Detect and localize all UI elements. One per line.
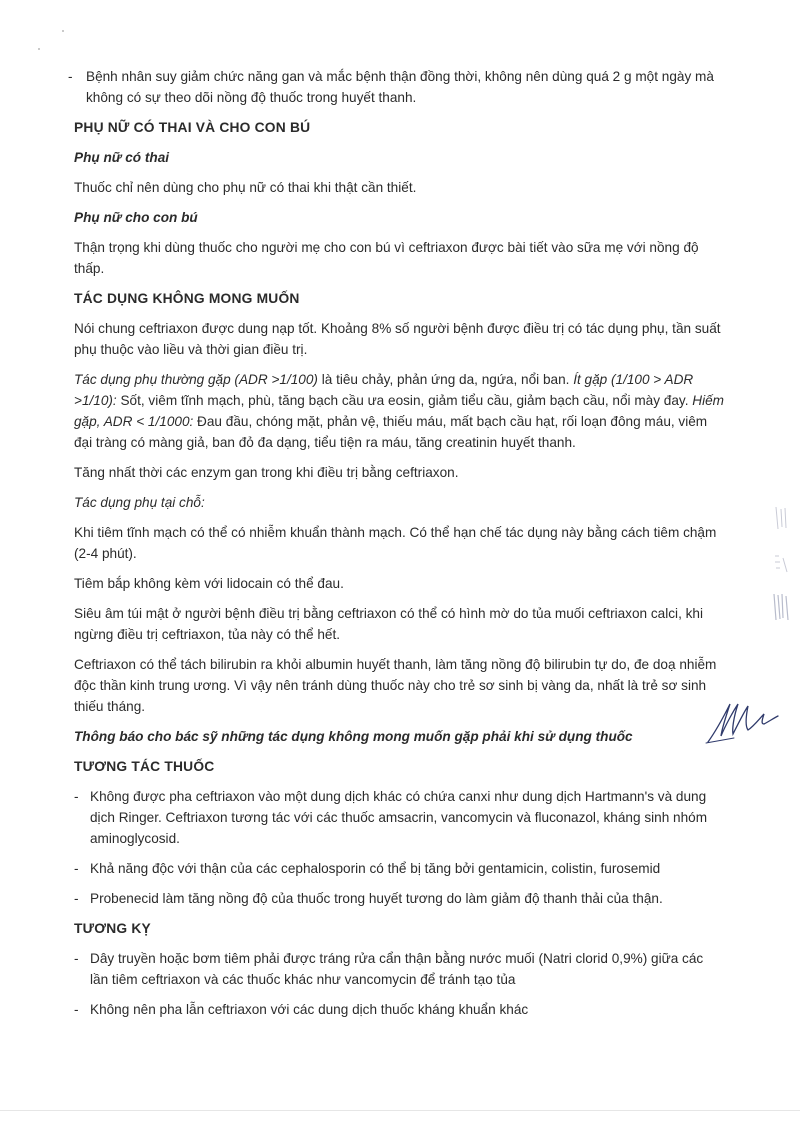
paragraph: Siêu âm túi mật ở người bệnh điều trị bằng ceftriaxon có thể có hình mờ do tủa muối ceftriaxon calci, khi ngừng điều trị ceftriaxon, tủa này có thể hết. (74, 606, 704, 642)
paragraph: Thuốc chỉ nên dùng cho phụ nữ có thai khi thật cần thiết. (74, 180, 417, 195)
subheading-local-effects: Tác dụng phụ tại chỗ: (74, 495, 205, 510)
list-item (74, 888, 724, 909)
list-item-text: Dây truyền hoặc bơm tiêm phải được tráng rửa cẩn thận bằng nước muối (Natri clorid 0,9%) giữa các lần tiêm ceftriaxon và các thuốc khác như vancomycin để tránh tạo tủa (90, 951, 704, 987)
list-item (74, 948, 724, 990)
bullet-dash: - (74, 861, 79, 876)
scan-speck (62, 30, 64, 32)
doctor-notice: Thông báo cho bác sỹ những tác dụng không mong muốn gặp phải khi sử dụng thuốc (74, 729, 633, 744)
paragraph: Thận trọng khi dùng thuốc cho người mẹ cho con bú vì ceftriaxon được bài tiết vào sữa mẹ với nồng độ thấp. (74, 240, 699, 276)
uncommon-text: Sốt, viêm tĩnh mạch, phù, tăng bạch cầu ưa eosin, giảm tiểu cầu, giảm bạch cầu, nổi mày đay. (116, 393, 693, 408)
list-item-text: Không được pha ceftriaxon vào một dung dịch khác có chứa canxi như dung dịch Hartmann's và dung dịch Ringer. Ceftriaxon tương tác với các thuốc amsacrin, vancomycin và fluconazol, kháng sinh nhóm aminoglycosid. (90, 789, 708, 846)
list-item-text: Probenecid làm tăng nồng độ của thuốc trong huyết tương do làm giảm độ thanh thải của thận. (90, 891, 663, 906)
common-label: Tác dụng phụ thường gặp (ADR >1/100) (74, 372, 318, 387)
section-heading-interactions: TƯƠNG TÁC THUỐC (74, 759, 215, 774)
handwritten-signature (704, 698, 784, 744)
subheading-pregnant: Phụ nữ có thai (74, 150, 170, 165)
bullet-dash: - (68, 69, 73, 84)
uncommon-label: Ít gặp (1/100 > ADR >1/10): (74, 372, 694, 408)
section-heading-pregnancy: PHỤ NỮ CÓ THAI VÀ CHO CON BÚ (74, 120, 311, 135)
paragraph: Tiêm bắp không kèm với lidocain có thể đau. (74, 576, 344, 591)
section-heading-adverse-effects: TÁC DỤNG KHÔNG MONG MUỐN (74, 291, 300, 306)
bullet-dash: - (74, 951, 79, 966)
bullet-dash: - (74, 1002, 79, 1017)
scan-speck (38, 48, 40, 50)
paragraph-frequency (74, 369, 724, 453)
list-item-text: Bệnh nhân suy giảm chức năng gan và mắc bệnh thận đồng thời, không nên dùng quá 2 g một ngày mà không có sự theo dõi nồng độ thuốc trong huyết thanh. (86, 69, 714, 105)
common-text: là tiêu chảy, phản ứng da, ngứa, nổi ban. (317, 372, 574, 387)
page-edge-line (0, 1110, 800, 1111)
list-item (68, 66, 724, 108)
list-item-text: Khả năng độc với thận của các cephalosporin có thể bị tăng bởi gentamicin, colistin, furosemid (90, 861, 661, 876)
section-heading-incompatibilities: TƯƠNG KỴ (74, 921, 151, 936)
paragraph: Nói chung ceftriaxon được dung nạp tốt. Khoảng 8% số người bệnh được điều trị có tác dụng phụ, tần suất phụ thuộc vào liều và thời gian điều trị. (74, 321, 721, 357)
document-content (68, 66, 725, 1029)
bullet-dash: - (74, 891, 79, 906)
edge-stamp-mark (770, 592, 792, 622)
paragraph: Khi tiêm tĩnh mạch có thể có nhiễm khuẩn thành mạch. Có thể hạn chế tác dụng này bằng cách tiêm chậm (2-4 phút). (74, 525, 717, 561)
edge-stamp-mark (770, 552, 792, 578)
list-item (74, 999, 724, 1020)
paragraph: Ceftriaxon có thể tách bilirubin ra khỏi albumin huyết thanh, làm tăng nồng độ bilirubin tự do, đe doạ nhiễm độc thần kinh trung ương. Vì vậy nên tránh dùng thuốc này cho trẻ sơ sinh bị vàng da, nhất là trẻ sơ sinh thiếu tháng. (74, 657, 717, 714)
list-item (74, 858, 724, 879)
list-item-text: Không nên pha lẫn ceftriaxon với các dung dịch thuốc kháng khuẩn khác (90, 1002, 529, 1017)
paragraph: Tăng nhất thời các enzym gan trong khi điều trị bằng ceftriaxon. (74, 465, 459, 480)
bullet-dash: - (74, 789, 79, 804)
edge-stamp-mark (770, 505, 792, 531)
rare-text: Đau đầu, chóng mặt, phản vệ, thiếu máu, mất bạch cầu hạt, rối loạn đông máu, viêm đại tràng có màng giả, ban đỏ đa dạng, tiểu tiện ra máu, tăng creatinin huyết thanh. (74, 414, 708, 450)
list-item (74, 786, 724, 849)
rare-label: Hiếm gặp, ADR < 1/1000: (74, 393, 725, 429)
subheading-nursing: Phụ nữ cho con bú (74, 210, 198, 225)
